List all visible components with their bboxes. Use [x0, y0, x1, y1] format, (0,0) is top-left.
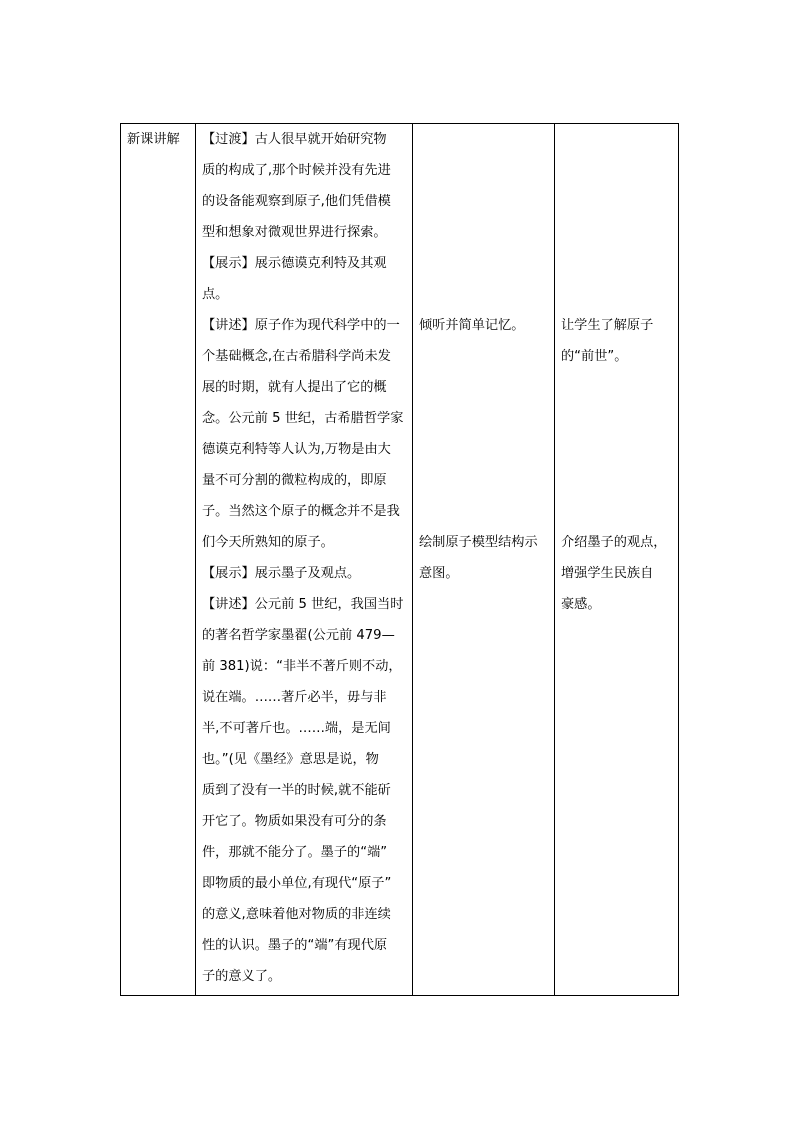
content-line: 【过渡】古人很早就开始研究物 [202, 132, 387, 147]
content-line: 即物质的最小单位,有现代“原子” [202, 876, 392, 891]
content-line: 型和想象对微观世界进行探索。 [202, 225, 387, 240]
lesson-table [120, 123, 679, 996]
student-activity-cell [413, 124, 555, 996]
content-line: 们今天所熟知的原子。 [202, 535, 334, 550]
content-line: 子的意义了。 [202, 969, 282, 984]
content-line: 半,不可著斤也。……端，是无间 [202, 721, 391, 736]
design-intent-line: 豪感。 [561, 597, 601, 612]
stage-cell [121, 124, 196, 996]
content-line: 的著名哲学家墨翟(公元前 479— [202, 628, 395, 643]
content-line: 点。 [202, 287, 229, 302]
content-line: 【展示】展示墨子及观点。 [202, 566, 361, 581]
design-intent-line: 的“前世”。 [561, 349, 628, 364]
content-line: 件，那就不能分了。墨子的“端” [202, 845, 388, 860]
content-line: 德谟克利特等人认为,万物是由大 [202, 442, 391, 457]
content-line: 的意义,意味着他对物质的非连续 [202, 907, 391, 922]
design-intent-line: 让学生了解原子 [561, 318, 654, 333]
content-line: 量不可分割的微粒构成的，即原 [202, 473, 387, 488]
content-cell [196, 124, 413, 996]
content-line: 念。公元前 5 世纪，古希腊哲学家 [202, 411, 404, 426]
content-line: 质的构成了,那个时候并没有先进 [202, 163, 391, 178]
design-intent-block-1 [561, 310, 672, 372]
design-intent-line: 增强学生民族自 [561, 566, 654, 581]
content-line: 【讲述】原子作为现代科学中的一 [202, 318, 400, 333]
content-line: 说在端。……著斤必半，毋与非 [202, 690, 387, 705]
content-line: 个基础概念,在古希腊科学尚未发 [202, 349, 391, 364]
teacher-activity-text [202, 124, 406, 992]
content-line: 质到了没有一半的时候,就不能斫 [202, 783, 391, 798]
content-line: 的设备能观察到原子,他们凭借模 [202, 194, 391, 209]
student-activity-block-2 [419, 527, 548, 589]
design-intent-cell [555, 124, 679, 996]
content-line: 子。当然这个原子的概念并不是我 [202, 504, 400, 519]
design-intent-block-2 [561, 527, 672, 620]
student-activity-line: 绘制原子模型结构示 [419, 535, 538, 550]
content-line: 性的认识。墨子的“端”有现代原 [202, 938, 388, 953]
content-line: 【展示】展示德谟克利特及其观 [202, 256, 387, 271]
content-line: 也。”(见《墨经》意思是说，物 [202, 752, 379, 767]
content-line: 展的时期，就有人提出了它的概 [202, 380, 387, 395]
content-line: 【讲述】公元前 5 世纪，我国当时 [202, 597, 404, 612]
student-activity-block-1 [419, 310, 548, 341]
student-activity-line: 倾听并简单记忆。 [419, 318, 525, 333]
design-intent-line: 介绍墨子的观点， [561, 535, 667, 550]
content-line: 前 381)说：“非半不著斤则不动， [202, 659, 402, 674]
student-activity-line: 意图。 [419, 566, 459, 581]
stage-label: 新课讲解 [127, 132, 180, 147]
content-line: 开它了。物质如果没有可分的条 [202, 814, 387, 829]
table-row [121, 124, 679, 996]
